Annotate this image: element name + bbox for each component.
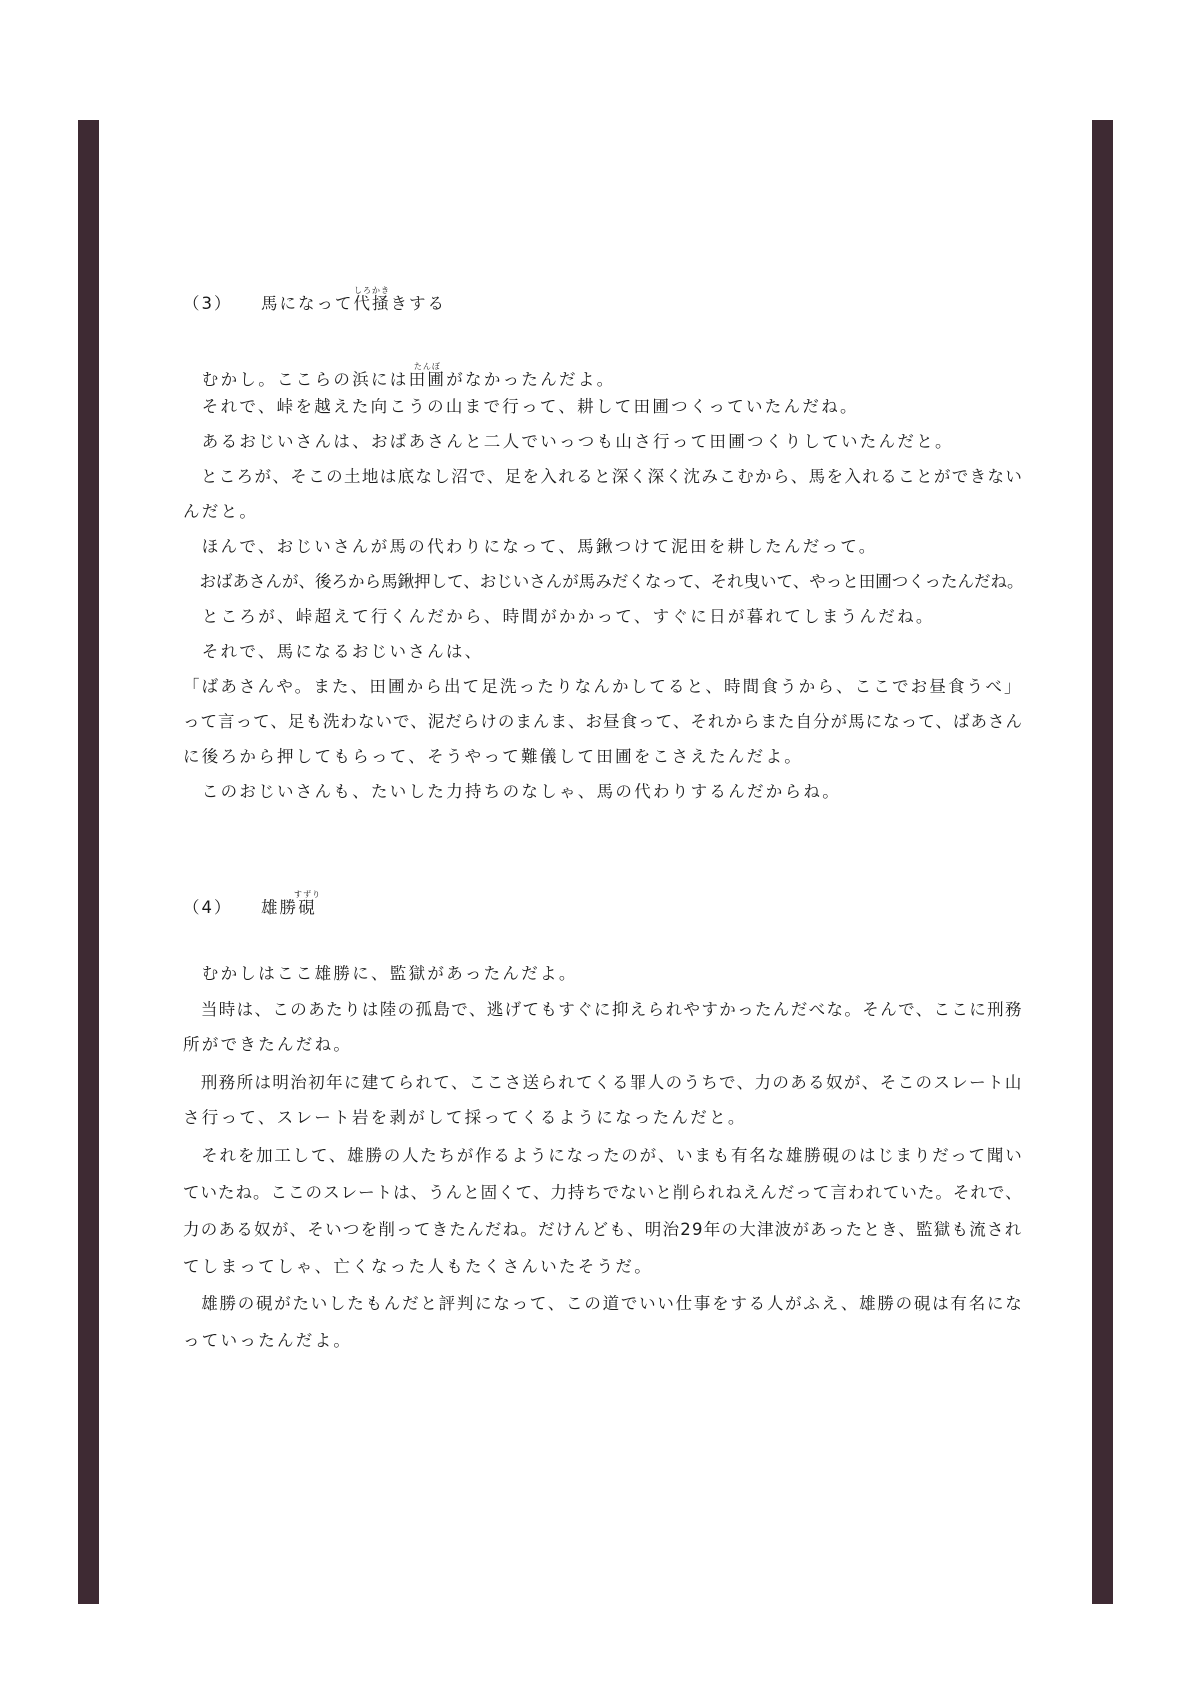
section-4-line-4: さ行って、スレート岩を剥がして採ってくるようになったんだと。 (183, 1108, 747, 1127)
section-4-line-6: ていたね。ここのスレートは、うんと固くて、力持ちでないと削られねえんだって言われていた。それで、 (183, 1183, 1023, 1202)
section-3-line-0-ruby-text: たんぼ (408, 362, 447, 371)
section-3-title (261, 286, 446, 315)
section-3-line-0-ruby-base: 田圃 (408, 370, 447, 389)
section-3-line-0-pre: むかし。ここらの浜には (183, 370, 409, 389)
section-4-line-0: むかしはここ雄勝に、監獄があったんだよ。 (183, 964, 578, 983)
section-4-title-ruby (294, 890, 322, 917)
section-4-title-ruby-base: 硯 (294, 898, 322, 917)
section-3-title-pre: 馬になって (261, 294, 354, 313)
section-4-line-10: っていったんだよ。 (183, 1331, 353, 1350)
section-4-line-7: 力のある奴が、そいつを削ってきたんだね。だけんども、明治29年の大津波があったとき、監獄も流され (183, 1220, 1023, 1239)
section-4-title-pre: 雄勝 (261, 898, 298, 917)
section-4-number: （4） (183, 898, 233, 917)
section-4-line-8: てしまってしゃ、亡くなった人もたくさんいたそうだ。 (183, 1257, 653, 1276)
section-4-line-2: 所ができたんだね。 (183, 1035, 353, 1054)
section-3-line-12: このおじいさんも、たいした力持ちのなしゃ、馬の代わりするんだからね。 (183, 782, 841, 801)
section-3-title-ruby-base: 代掻 (353, 294, 391, 313)
section-3-line-11: に後ろから押してもらって、そうやって難儀して田圃をこさえたんだよ。 (183, 747, 804, 766)
section-3-line-6: おばあさんが、後ろから馬鍬押して、おじいさんが馬みだくなって、それ曳いて、やっと田圃つくったんだね。 (183, 572, 1024, 591)
section-3-line-8: それで、馬になるおじいさんは、 (183, 642, 484, 661)
section-3-line-0-ruby (408, 362, 447, 389)
section-3-line-10: って言って、足も洗わないで、泥だらけのまんま、お昼食って、それからまた自分が馬になって、ばあさん (183, 712, 1024, 731)
section-4-heading (183, 890, 321, 919)
section-3-line-2: あるおじいさんは、おばあさんと二人でいっつも山さ行って田圃つくりしていたんだと。 (183, 432, 954, 451)
section-3-line-4: んだと。 (183, 502, 259, 521)
section-3-heading (183, 286, 446, 315)
section-4-title (261, 890, 321, 919)
section-3-line-0-post: がなかったんだよ。 (446, 370, 616, 389)
section-4-line-9: 雄勝の硯がたいしたもんだと評判になって、この道でいい仕事をする人がふえ、雄勝の硯は有名にな (183, 1294, 1024, 1313)
section-3-line-1: それで、峠を越えた向こうの山まで行って、耕して田圃つくっていたんだね。 (183, 397, 859, 416)
section-3-line-0 (183, 362, 615, 391)
section-4-title-ruby-text: すずり (294, 890, 322, 899)
section-4-line-3: 刑務所は明治初年に建てられて、ここさ送られてくる罪人のうちで、力のある奴が、そこのスレート山 (183, 1073, 1023, 1092)
section-4-line-5: それを加工して、雄勝の人たちが作るようになったのが、いまも有名な雄勝硯のはじまりだって聞い (183, 1146, 1024, 1165)
section-3-line-3: ところが、そこの土地は底なし沼で、足を入れると深く深く沈みこむから、馬を入れることができない (183, 467, 1024, 486)
section-3-line-9: 「ばあさんや。また、田圃から出て足洗ったりなんかしてると、時間食うから、ここでお昼食うべ」 (183, 677, 1023, 696)
section-3-title-ruby (353, 286, 391, 313)
section-3-title-post: きする (390, 294, 446, 313)
section-3-line-7: ところが、峠超えて行くんだから、時間がかかって、すぐに日が暮れてしまうんだね。 (183, 607, 935, 626)
right-border-bar (1092, 120, 1113, 1604)
section-4-line-1: 当時は、このあたりは陸の孤島で、逃げてもすぐに抑えられやすかったんだべな。そんで、ここに刑務 (183, 1000, 1023, 1019)
section-3-line-5: ほんで、おじいさんが馬の代わりになって、馬鍬つけて泥田を耕したんだって。 (183, 537, 878, 556)
left-border-bar (78, 120, 99, 1604)
section-3-number: （3） (183, 294, 233, 313)
section-3-title-ruby-text: しろかき (353, 286, 391, 295)
